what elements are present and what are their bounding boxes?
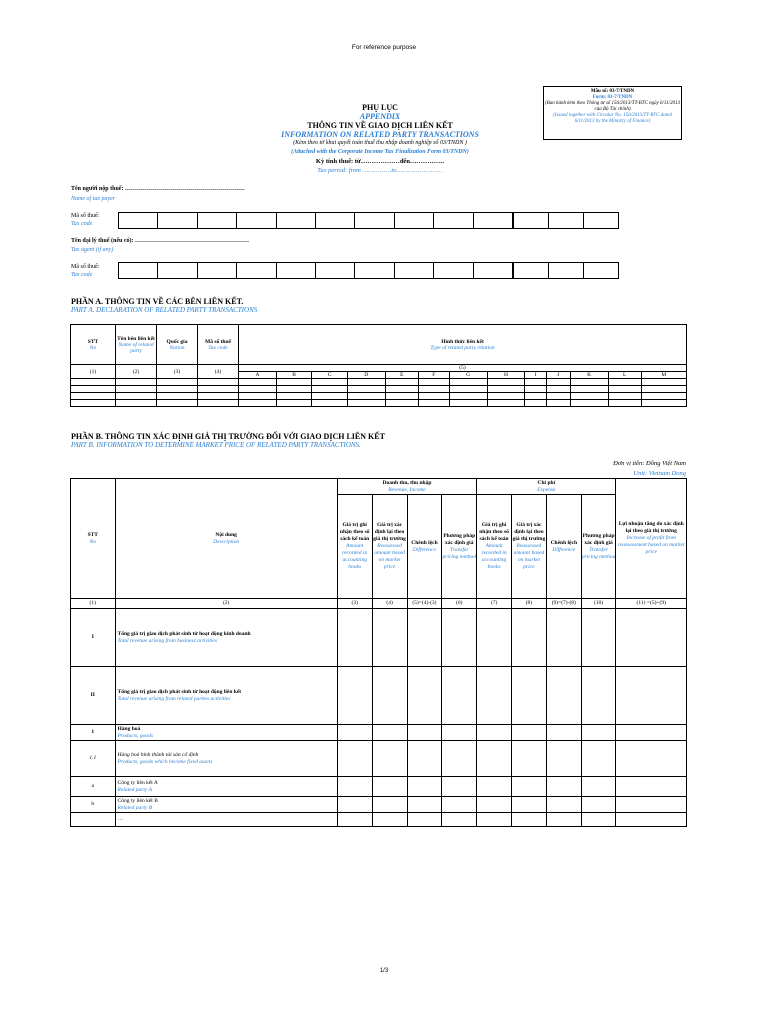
table-row: I Tổng giá trị giao dịch phát sinh từ hoạt động kinh doanh Total revenue arising from business activities <box>71 609 687 667</box>
table-row <box>71 386 687 393</box>
letter-b: B <box>276 372 312 379</box>
header-book-rev: Giá trị ghi nhận theo sổ sách kế toán Amount recorded in accounting books <box>337 495 372 599</box>
header-method-exp: Phương pháp xác định giá Transfer pricing method <box>581 495 616 599</box>
currency-unit-en: Unit: Vietnam Dong <box>633 470 686 477</box>
circular-note-en: (Issued together with Circular No. 156/2013/TT-BTC dated 6/11/2013 by the Ministry of Finance) <box>553 113 672 124</box>
tax-code-label-en: Tax code <box>71 221 93 227</box>
letter-k: K <box>570 372 608 379</box>
table-row: 1 Hàng hoá Products, goods <box>71 725 687 741</box>
letter-h: H <box>487 372 525 379</box>
header-related-party: Tên bên liên kết Name of related party <box>116 325 157 365</box>
header-profit: Lợi nhuận tăng do xác định lại theo giá thị trường Increase of profit from reassessment based on market price <box>616 479 687 599</box>
table-row: … <box>71 813 687 827</box>
subtitle-en: (Attached with the Corporate Income Tax Finalization Form 03/TNDN) <box>291 149 469 155</box>
title-en: INFORMATION ON RELATED PARTY TRANSACTIONS <box>281 130 479 139</box>
reference-note: For reference purpose <box>351 44 417 51</box>
header-method-rev: Phương pháp xác định giá Transfer pricing method <box>442 495 477 599</box>
header-stt: STT No <box>71 325 116 365</box>
header-diff-rev: Chênh lệch Difference <box>407 495 442 599</box>
tax-agent-label-en: Tax agent (if any) <box>71 247 114 253</box>
letter-a: A <box>239 372 277 379</box>
related-parties-table <box>70 324 687 407</box>
table-row <box>71 393 687 400</box>
part-b-title: PHẦN B. THÔNG TIN XÁC ĐỊNH GIÁ THỊ TRƯỜNG ĐỐI VỚI GIAO DỊCH LIÊN KẾT <box>71 432 385 441</box>
form-number-box <box>543 86 682 140</box>
table-row: a Công ty liên kết A Related party A <box>71 777 687 797</box>
part-a-title-en: PART A. DECLARATION OF RELATED PARTY TRANSACTIONS <box>71 306 258 314</box>
appendix-title: APPENDIX <box>359 112 401 121</box>
agent-tax-code-boxes <box>118 262 513 279</box>
letter-f: F <box>418 372 449 379</box>
header-revenue: Doanh thu, thu nhập Revenue, Income <box>337 479 476 495</box>
letter-e: E <box>385 372 418 379</box>
tax-period-vi: Kỳ tính thuế: từ………………đến……………. <box>315 158 445 165</box>
agent-tax-code-suffix-boxes <box>513 262 619 279</box>
phu-luc-title: PHỤ LỤC <box>362 103 398 112</box>
table-row <box>71 400 687 407</box>
part-b-title-en: PART B. INFORMATION TO DETERMINE MARKET PRICE OF RELATED PARTY TRANSACTIONS. <box>71 441 361 449</box>
page-number: 1/3 <box>379 968 389 974</box>
subtitle-vi: (Kèm theo tờ khai quyết toán thuế thu nhập doanh nghiệp số 03/TNDN ) <box>293 140 467 146</box>
num-col-5: (5) <box>239 365 687 372</box>
header-description: Nội dung Description <box>115 479 337 599</box>
header-stt: STT No <box>71 479 116 599</box>
tax-period-en: Tax period: from ……………to…………………… <box>317 167 443 174</box>
letter-j: J <box>546 372 570 379</box>
header-market-exp: Giá trị xác định lại theo giá thị trường Reassessed amount based on market price <box>512 495 547 599</box>
table-row: II Tổng giá trị giao dịch phát sinh từ hoạt động liên kết Total revenue arising from related parties activities <box>71 667 687 725</box>
tax-code-suffix-boxes <box>513 212 619 229</box>
num-col-4: (4) <box>198 365 239 379</box>
header-book-exp: Giá trị ghi nhận theo sổ sách kế toán Amount recorded in accounting books <box>477 495 512 599</box>
num-col-2: (2) <box>116 365 157 379</box>
currency-unit: Đơn vị tiền: Đồng Việt Nam <box>613 460 686 467</box>
table-row: b Công ty liên kết B Related party B <box>71 797 687 813</box>
market-price-table <box>70 478 687 827</box>
table-row <box>71 379 687 386</box>
header-expense: Chi phí Expense <box>477 479 616 495</box>
tax-code-boxes <box>118 212 513 229</box>
circular-note-vi: (Ban hành kèm theo Thông tư số 156/2013/TT-BTC ngày 6/11/2013 của Bộ Tài chính) <box>545 101 680 112</box>
header-relation-type: Hình thức liên kết Type of related party relation <box>239 325 687 365</box>
tax-agent-label: Tên đại lý thuế (nếu có): ………………………………………………… <box>71 238 250 244</box>
num-col-1: (1) <box>71 365 116 379</box>
letter-m: M <box>641 372 686 379</box>
taxpayer-name-label-en: Name of tax payer <box>71 196 116 202</box>
letter-g: G <box>449 372 487 379</box>
agent-tax-code-label: Mã số thuế: <box>71 264 100 270</box>
form-line-en: Form: 03-7/TNDN <box>592 95 633 100</box>
document-header <box>200 103 560 175</box>
header-diff-exp: Chênh lệch Difference <box>546 495 581 599</box>
form-line-vi: Mẫu số: 03-7/TNDN <box>590 89 635 94</box>
table-row: 1.1 Hàng hoá hình thành tài sản cố định Products, goods which become fixed assets <box>71 741 687 777</box>
title-vi: THÔNG TIN VỀ GIAO DỊCH LIÊN KẾT <box>307 121 453 130</box>
part-a-title: PHẦN A. THÔNG TIN VỀ CÁC BÊN LIÊN KẾT. <box>71 297 244 306</box>
tax-code-label: Mã số thuế: <box>71 213 100 219</box>
header-market-rev: Giá trị xác định lại theo giá thị trường Reassessed amount based on market price <box>372 495 407 599</box>
letter-c: C <box>312 372 348 379</box>
num-col-3: (3) <box>157 365 198 379</box>
letter-l: L <box>608 372 641 379</box>
agent-tax-code-label-en: Tax code <box>71 272 93 278</box>
header-nation: Quốc gia Nation <box>157 325 198 365</box>
column-numbers-row: (1) (2) (3) (4) (5)=(4)-(3) (6) (7) (8) (9)=(7)-(8) (10) (11) =(5)+(9) <box>71 599 687 609</box>
header-tax-code: Mã số thuế Tax code <box>198 325 239 365</box>
letter-d: D <box>347 372 385 379</box>
taxpayer-name-label: Tên người nộp thuế: …………………………………………………… <box>71 186 245 192</box>
letter-i: I <box>525 372 547 379</box>
